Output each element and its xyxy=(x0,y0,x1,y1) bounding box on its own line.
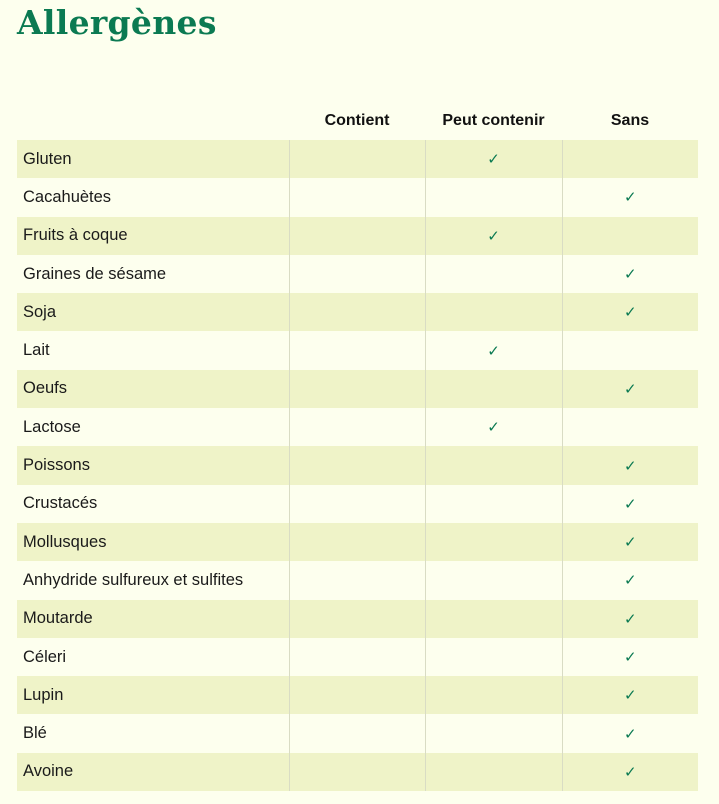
peut-contenir-cell-check-icon: ✓ xyxy=(425,408,562,446)
contient-cell xyxy=(289,217,425,255)
sans-cell xyxy=(562,408,698,446)
sans-cell-check-icon: ✓ xyxy=(562,370,698,408)
table-row xyxy=(17,600,698,638)
table-row xyxy=(17,638,698,676)
table-row xyxy=(17,753,698,791)
header-row xyxy=(17,102,698,140)
allergen-name: Lait xyxy=(17,331,289,369)
contient-cell xyxy=(289,561,425,599)
contient-cell xyxy=(289,446,425,484)
table-row xyxy=(17,714,698,752)
peut-contenir-cell xyxy=(425,485,562,523)
table-row xyxy=(17,676,698,714)
allergen-name: Lactose xyxy=(17,408,289,446)
contient-cell xyxy=(289,714,425,752)
contient-cell xyxy=(289,523,425,561)
sans-cell-check-icon: ✓ xyxy=(562,638,698,676)
table-row xyxy=(17,293,698,331)
sans-cell-check-icon: ✓ xyxy=(562,523,698,561)
table-row xyxy=(17,217,698,255)
contient-cell xyxy=(289,293,425,331)
contient-cell xyxy=(289,370,425,408)
table-row xyxy=(17,485,698,523)
table-row xyxy=(17,370,698,408)
allergen-name: Poissons xyxy=(17,446,289,484)
contient-cell xyxy=(289,408,425,446)
contient-cell xyxy=(289,753,425,791)
sans-cell-check-icon: ✓ xyxy=(562,676,698,714)
allergen-name: Graines de sésame xyxy=(17,255,289,293)
sans-cell-check-icon: ✓ xyxy=(562,178,698,216)
table-row xyxy=(17,178,698,216)
allergen-name: Mollusques xyxy=(17,523,289,561)
sans-cell xyxy=(562,331,698,369)
sans-cell-check-icon: ✓ xyxy=(562,255,698,293)
peut-contenir-cell-check-icon: ✓ xyxy=(425,140,562,178)
table-row xyxy=(17,561,698,599)
sans-cell xyxy=(562,140,698,178)
peut-contenir-cell-check-icon: ✓ xyxy=(425,331,562,369)
table-row xyxy=(17,255,698,293)
allergen-name: Avoine xyxy=(17,753,289,791)
table-row xyxy=(17,446,698,484)
peut-contenir-cell xyxy=(425,561,562,599)
table-row xyxy=(17,331,698,369)
header-contient: Contient xyxy=(324,112,390,129)
contient-cell xyxy=(289,140,425,178)
contient-cell xyxy=(289,331,425,369)
peut-contenir-cell xyxy=(425,370,562,408)
peut-contenir-cell-check-icon: ✓ xyxy=(425,217,562,255)
peut-contenir-cell xyxy=(425,255,562,293)
peut-contenir-cell xyxy=(425,638,562,676)
contient-cell xyxy=(289,676,425,714)
header-sans: Sans xyxy=(610,112,650,129)
allergen-name: Fruits à coque xyxy=(17,217,289,255)
sans-cell-check-icon: ✓ xyxy=(562,485,698,523)
table-header xyxy=(17,102,698,140)
contient-cell xyxy=(289,485,425,523)
peut-contenir-cell xyxy=(425,178,562,216)
peut-contenir-cell xyxy=(425,714,562,752)
peut-contenir-cell xyxy=(425,523,562,561)
peut-contenir-cell xyxy=(425,753,562,791)
contient-cell xyxy=(289,255,425,293)
contient-cell xyxy=(289,178,425,216)
sans-cell-check-icon: ✓ xyxy=(562,293,698,331)
sans-cell-check-icon: ✓ xyxy=(562,600,698,638)
table-row xyxy=(17,408,698,446)
header-peut-contenir: Peut contenir xyxy=(442,112,545,129)
page-title: Allergènes xyxy=(17,3,217,42)
allergen-name: Gluten xyxy=(17,140,289,178)
table-row xyxy=(17,523,698,561)
allergen-name: Céleri xyxy=(17,638,289,676)
sans-cell-check-icon: ✓ xyxy=(562,714,698,752)
allergen-name: Moutarde xyxy=(17,600,289,638)
table-body xyxy=(17,140,698,791)
allergen-name: Cacahuètes xyxy=(17,178,289,216)
header-allergen-name xyxy=(17,102,289,140)
sans-cell-check-icon: ✓ xyxy=(562,446,698,484)
allergen-name: Anhydride sulfureux et sulfites xyxy=(17,561,289,599)
allergen-name: Blé xyxy=(17,714,289,752)
contient-cell xyxy=(289,638,425,676)
sans-cell xyxy=(562,217,698,255)
peut-contenir-cell xyxy=(425,676,562,714)
peut-contenir-cell xyxy=(425,600,562,638)
peut-contenir-cell xyxy=(425,446,562,484)
allergen-name: Soja xyxy=(17,293,289,331)
table-row xyxy=(17,140,698,178)
contient-cell xyxy=(289,600,425,638)
peut-contenir-cell xyxy=(425,293,562,331)
sans-cell-check-icon: ✓ xyxy=(562,753,698,791)
allergens-table xyxy=(17,102,698,791)
sans-cell-check-icon: ✓ xyxy=(562,561,698,599)
allergen-name: Crustacés xyxy=(17,485,289,523)
allergen-name: Oeufs xyxy=(17,370,289,408)
allergen-name: Lupin xyxy=(17,676,289,714)
